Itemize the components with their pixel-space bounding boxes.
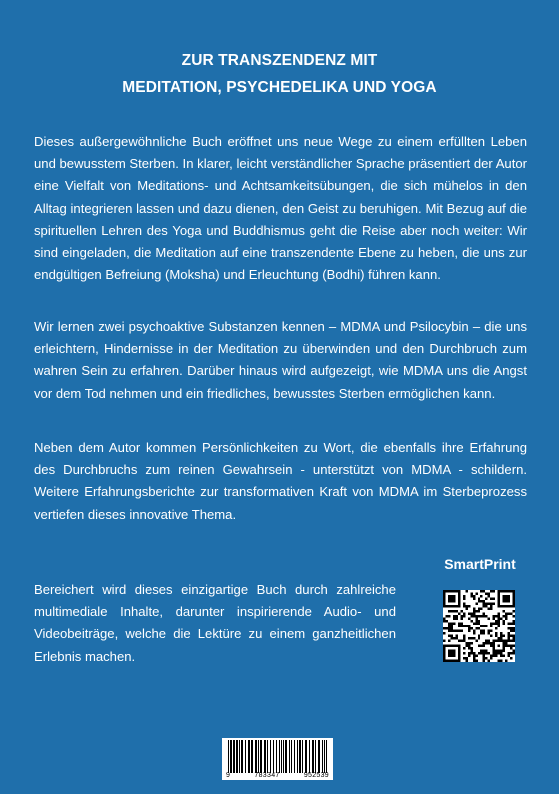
isbn-digit-first: 9 — [226, 772, 231, 779]
cover-title — [0, 47, 559, 101]
smartprint-label: SmartPrint — [444, 556, 516, 572]
paragraph-2: Wir lernen zwei psychoaktive Substanzen kennen – MDMA und Psilocybin – die uns erleichtern, Hindernisse in der Meditation zu überwinden und den Durchbruch zum wahren Sein zu erfahren. Darüber hinaus wird aufgezeigt, wie MDMA uns die Angst vor dem Tod nehmen und ein friedliches, bewusstes Sterben ermöglichen kann. — [34, 319, 527, 401]
paragraph-4: Bereichert wird dieses einzigartige Buch durch zahlreiche multimediale Inhalte, darunter inspirierende Audio- und Videobeiträge, welche die Lektüre zu einem ganzheitlichen Erlebnis machen. — [34, 582, 396, 664]
paragraph-3: Neben dem Autor kommen Persönlichkeiten zu Wort, die ebenfalls ihre Erfahrung des Durchbruchs zum reinen Gewahrsein - unterstützt von MDMA - schildern. Weitere Erfahrungsberichte zur transformativen Kraft von MDMA im Sterbeprozess vertiefen dieses innovative Thema. — [34, 440, 527, 522]
barcode-icon — [222, 738, 333, 780]
isbn-number — [222, 772, 333, 779]
title-line-2: MEDITATION, PSYCHEDELIKA UND YOGA — [122, 79, 437, 96]
isbn-group-1: 783347 — [254, 772, 280, 779]
isbn-group-2: 952539 — [303, 772, 329, 779]
qr-code-icon[interactable] — [443, 590, 515, 662]
title-line-1: ZUR TRANSZENDENZ MIT — [181, 52, 378, 69]
paragraph-1: Dieses außergewöhnliche Buch eröffnet uns neue Wege zu einem erfüllten Leben und bewusstem Sterben. In klarer, leicht verständlicher Sprache präsentiert der Autor eine Vielfalt von Meditations- und Achtsamkeitsübungen, die sich mühelos in den Alltag integrieren lassen und dazu dienen, den Geist zu beruhigen. Mit Bezug auf die spirituellen Lehren des Yoga und Buddhismus geht die Reise aber noch weiter: Wir sind eingeladen, die Meditation auf eine transzendente Ebene zu heben, die uns zur endgültigen Befreiung (Moksha) und Erleuchtung (Bodhi) führen kann. — [34, 134, 527, 283]
